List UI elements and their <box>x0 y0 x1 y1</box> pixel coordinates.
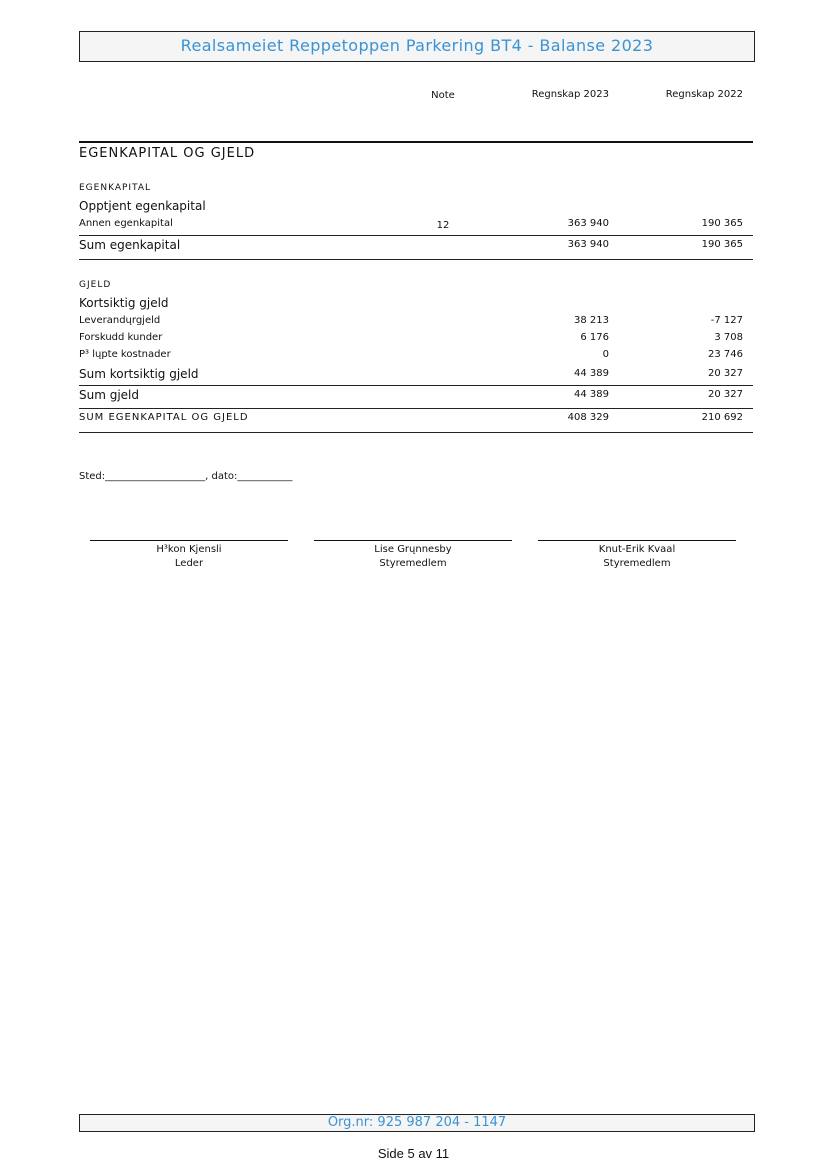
signature-line <box>538 540 736 541</box>
row-label: P³ lųpte kostnader <box>79 349 171 360</box>
row-label: Forskudd kunder <box>79 332 163 343</box>
row-value-2022: -7 127 <box>710 315 743 326</box>
egenkapital-subheading: Opptjent egenkapital <box>79 199 206 213</box>
row-label: Sum kortsiktig gjeld <box>79 367 199 381</box>
row-value-2022: 23 746 <box>708 349 743 360</box>
egenkapital-heading: EGENKAPITAL <box>79 183 152 193</box>
row-note: 12 <box>436 220 450 231</box>
row-value-2023: 408 329 <box>567 412 609 423</box>
row-label: Sum gjeld <box>79 388 140 402</box>
row-value-2022: 3 708 <box>714 332 743 343</box>
row-value-2023: 363 940 <box>567 239 609 250</box>
row-label: Leverandųrgjeld <box>79 315 161 326</box>
divider <box>79 235 753 236</box>
signature-block <box>538 543 736 571</box>
divider <box>79 259 753 260</box>
divider <box>79 385 753 386</box>
column-header-2023: Regnskap 2023 <box>531 89 609 100</box>
row-value-2022: 20 327 <box>708 368 743 379</box>
place-date-line: Sted:____________________, dato:___________ <box>79 471 293 482</box>
row-value-2023: 44 389 <box>574 368 609 379</box>
page-number: Side 5 av 11 <box>377 1146 450 1161</box>
divider <box>79 432 753 433</box>
divider <box>79 408 753 409</box>
signature-name: Lise Grųnnesby <box>374 544 452 555</box>
document-title: Realsameiet Reppetoppen Parkering BT4 - Balanse 2023 <box>79 31 755 62</box>
row-value-2022: 20 327 <box>708 389 743 400</box>
signature-line <box>90 540 288 541</box>
signature-role: Styremedlem <box>379 558 447 569</box>
row-value-2022: 190 365 <box>701 239 743 250</box>
row-label: Annen egenkapital <box>79 218 173 229</box>
section-title: EGENKAPITAL OG GJELD <box>79 146 256 161</box>
signature-role: Styremedlem <box>603 558 671 569</box>
signature-name: H³kon Kjensli <box>156 544 222 555</box>
column-header-note: Note <box>431 90 455 101</box>
row-value-2023: 363 940 <box>567 218 609 229</box>
signature-role: Leder <box>174 558 204 569</box>
row-value-2023: 0 <box>602 349 609 360</box>
signature-line <box>314 540 512 541</box>
row-value-2023: 44 389 <box>574 389 609 400</box>
signature-block <box>314 543 512 571</box>
org-number-footer: Org.nr: 925 987 204 - 1147 <box>79 1114 755 1132</box>
gjeld-subheading: Kortsiktig gjeld <box>79 296 169 310</box>
row-label: SUM EGENKAPITAL OG GJELD <box>79 412 249 423</box>
header-divider <box>79 141 753 143</box>
row-value-2022: 210 692 <box>701 412 743 423</box>
row-label: Sum egenkapital <box>79 238 181 252</box>
row-value-2023: 6 176 <box>580 332 609 343</box>
gjeld-heading: GJELD <box>79 280 112 290</box>
signature-block <box>90 543 288 571</box>
row-value-2023: 38 213 <box>574 315 609 326</box>
signature-name: Knut-Erik Kvaal <box>598 544 676 555</box>
column-header-2022: Regnskap 2022 <box>665 89 743 100</box>
row-value-2022: 190 365 <box>701 218 743 229</box>
